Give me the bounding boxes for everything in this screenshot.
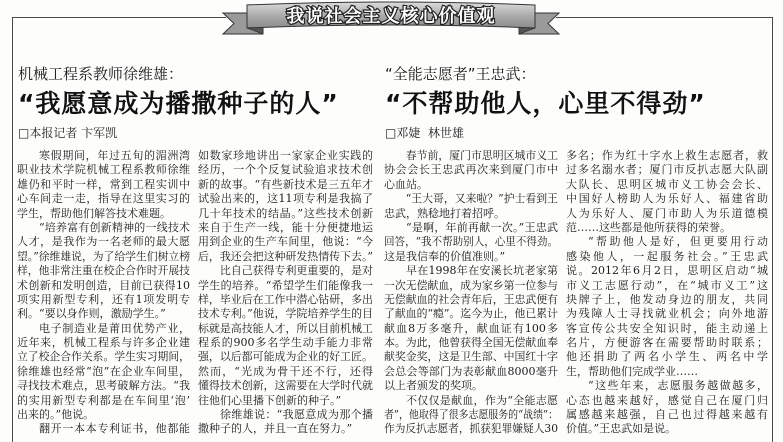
article-byline: □邓婕 林世雄 [385, 126, 464, 140]
text-line: 职业技术学院机械工程系教师徐维 [17, 163, 190, 177]
frame-line-left [12, 17, 13, 442]
text-line: 为残障人士寻找就业机会；向外地游 [566, 307, 768, 321]
paragraph [384, 192, 558, 221]
text-line: 技术专利。”他说，学院培养学生的目 [198, 307, 373, 321]
text-line: 出来的。”他说。 [17, 408, 95, 422]
text-line: 以上者颁发的奖项。 [384, 379, 483, 393]
text-line: 协会会长王忠武再次来到厦门市中 [384, 163, 558, 177]
text-line: 近年来，机械工程系与许多企业建 [17, 336, 190, 350]
text-line: 过多名溺水者；厦门市反扒志愿大队副 [566, 163, 768, 177]
text-line: 新的故事。“有些新技术是三五年才 [198, 177, 373, 191]
text-line: 的实用新型专利都是在车间里‘泡’ [17, 393, 190, 407]
text-line: 本。为此，他曾获得全国无偿献血奉 [384, 336, 558, 350]
frame-line-top-right [556, 17, 773, 18]
text-line: 大队长、思明区城市义工协会会长、 [566, 177, 768, 191]
text-line: 学生的培养。“希望学生们能像我一 [198, 278, 373, 292]
text-line: 样，他非常注重在校企合作时开展技 [17, 264, 190, 278]
text-line: 者”，他取得了很多志愿服务的“战绩”： [384, 408, 558, 422]
text-line: 几十年技术的结晶。”这些技术创新 [198, 206, 373, 220]
text-line: 望。”徐维雄说，为了给学生们树立榜 [17, 249, 190, 263]
text-line: 多名；作为红十字水上救生志愿者，救 [566, 149, 768, 162]
text-line: 会总会等部门为表彰献血8000毫升 [384, 364, 558, 378]
paragraph [17, 422, 190, 436]
paragraph [17, 221, 190, 322]
text-line: “这些年来，志愿服务越做越多， [588, 379, 768, 393]
text-line: 程系的900多名学生动手能力非常 [198, 336, 373, 350]
paragraph [566, 235, 768, 379]
paragraph [17, 149, 190, 221]
paragraph [198, 408, 373, 437]
text-line: 然而，“光成为骨干还不行，还得 [198, 364, 373, 378]
text-line: 作为反扒志愿者，抓获犯罪嫌疑人30 [384, 422, 558, 436]
text-line: 人才，是我作为一名老师的最大愿 [17, 235, 190, 249]
text-line: 说。2012年6月2日，思明区启动“城 [566, 264, 768, 278]
text-line: 块牌子上，他发动身边的朋友，共同 [566, 292, 768, 306]
article-headline: “不帮助他人，心里不得劲” [385, 89, 706, 118]
text-line: 一次无偿献血，成为家乡第一位参与 [384, 278, 558, 292]
text-line: 中国好人榜助人为乐好人、福建省助 [566, 192, 768, 206]
left-article-column-1 [17, 149, 190, 437]
frame-line-right [772, 17, 773, 442]
text-line: 如数家珍地讲出一家家企业实践的 [198, 149, 373, 162]
text-line: 学生，帮助他们解答技术难题。 [17, 206, 171, 220]
text-line: 样，毕业后在工作中潜心钻研，多出 [198, 292, 373, 306]
text-line: 用到企业的生产车间里，他说：“今 [198, 235, 373, 249]
text-line: 了献血的“瘾”。迄今为止，他已累计 [384, 307, 558, 321]
right-article-column-1 [384, 149, 558, 437]
text-line: 心态也越来越好，感觉自己在厦门归 [566, 393, 768, 407]
text-line: 价值。”王忠武如是说。 [566, 422, 677, 436]
text-line: 忠武，熟稔地打着招呼。 [384, 206, 505, 220]
text-line: 往他们心里播下创新的种子。” [198, 393, 342, 407]
paragraph [198, 149, 373, 264]
section-banner [221, 0, 561, 36]
text-line: 范……这些都是他所获得的荣誉。 [566, 220, 731, 234]
text-line: 春节前，厦门市思明区城市义工 [405, 149, 558, 162]
text-line: 比自己获得专利更重要的，是对 [219, 264, 373, 278]
text-line: “王大哥，又来啦？”护士看到王 [405, 192, 558, 206]
text-line: 生，帮助他们完成学业…… [566, 364, 698, 378]
text-line: 试验出来的，这11项专利是我搞了 [198, 192, 373, 206]
right-article-column-2 [566, 149, 768, 437]
text-line: 电子制造业是莆田优势产业， [39, 321, 190, 335]
paragraph [566, 149, 768, 235]
left-article-column-2 [198, 149, 373, 437]
text-line: 不仅仅是献血，作为“全能志愿 [406, 393, 558, 407]
text-line: 心血站。 [384, 177, 428, 191]
frame-line-top-left [12, 17, 226, 18]
text-line: “培养富有创新精神的一线技术 [39, 220, 190, 234]
text-line: 献血8万多毫升，献血证有100多 [384, 321, 558, 335]
text-line: 懂得技术创新，这需要在大学时代就 [198, 379, 373, 393]
text-line: 术创新和发明创造，目前已获得10 [17, 278, 190, 292]
article-kicker: 机械工程系教师徐维雄： [18, 65, 184, 83]
text-line: 立了校企合作关系。学生实习期间， [17, 350, 190, 364]
paragraph [17, 322, 190, 423]
text-line: 市义工志愿行动”，在“城市义工”这 [566, 278, 768, 292]
article-byline: □本报记者 卞军凯 [18, 126, 118, 140]
text-line: 寒假期间，年过五旬的湄洲湾 [39, 149, 190, 162]
banner-title: 我说社会主义核心价值观 [286, 6, 496, 27]
article-headline: “我愿意成为播撒种子的人” [18, 89, 339, 118]
text-line: 无偿献血的社会青年后，王忠武便有 [384, 292, 558, 306]
text-line: 名片，方便游客在需要帮助时联系； [566, 336, 768, 350]
text-line: 客宣传公共安全知识时，能主动递上 [566, 321, 768, 335]
text-line: 经历，一个个反复试验追求技术创 [198, 163, 373, 177]
text-line: “帮助他人是好，但更要用行动 [588, 235, 768, 249]
paragraph [566, 379, 768, 437]
text-line: 徐维雄也经常“泡”在企业车间里， [17, 364, 190, 378]
text-line: 这是我信奉的价值准则。” [384, 249, 506, 263]
article-kicker: “全能志愿者”王忠武： [385, 65, 536, 83]
text-line: 他还捐助了两名小学生、两名中学 [566, 350, 768, 364]
text-line: 心车间走一走，指导在这里实习的 [17, 192, 190, 206]
text-line: 雄仍和平时一样，常到工程实训中 [17, 177, 190, 191]
text-line: 徐维雄说：“我愿意成为那个播 [220, 408, 373, 422]
text-line: 项实用新型专利，还有1项发明专 [17, 292, 190, 306]
paragraph [384, 264, 558, 394]
text-line: 标就是高技能人才，所以目前机械工 [198, 321, 373, 335]
text-line: 回答，“我不帮助别人，心里不得劲。 [384, 235, 558, 249]
paragraph [384, 221, 558, 264]
text-line: 属感越来越强，自己也过得越来越有 [566, 408, 768, 422]
text-line: 献奖金奖，这是卫生部、中国红十字 [384, 350, 558, 364]
text-line: 寻找技术难点，思考破解方法。“我 [17, 379, 190, 393]
text-line: 后，我还会把这种研发热情传下去。” [198, 249, 373, 263]
text-line: 利。“要以身作则，激励学生。” [17, 307, 166, 321]
text-line: 强，以后都可能成为企业的好工匠。 [198, 350, 373, 364]
text-line: 来自于生产一线，能十分便捷地运 [198, 220, 373, 234]
paragraph [384, 394, 558, 437]
paragraph [384, 149, 558, 192]
text-line: “是啊，年前再献一次。”王忠武 [406, 220, 558, 234]
text-line: 早在1998年在安溪长坑老家第 [406, 264, 558, 278]
text-line: 撒种子的人，并且一直在努力。” [198, 422, 353, 436]
text-line: 感染他人，一起服务社会。”王忠武 [566, 249, 768, 263]
text-line: 翻开一本本专利证书，他都能 [39, 422, 190, 436]
paragraph [198, 264, 373, 408]
text-line: 人为乐好人、厦门市助人为乐道德模 [566, 206, 768, 220]
